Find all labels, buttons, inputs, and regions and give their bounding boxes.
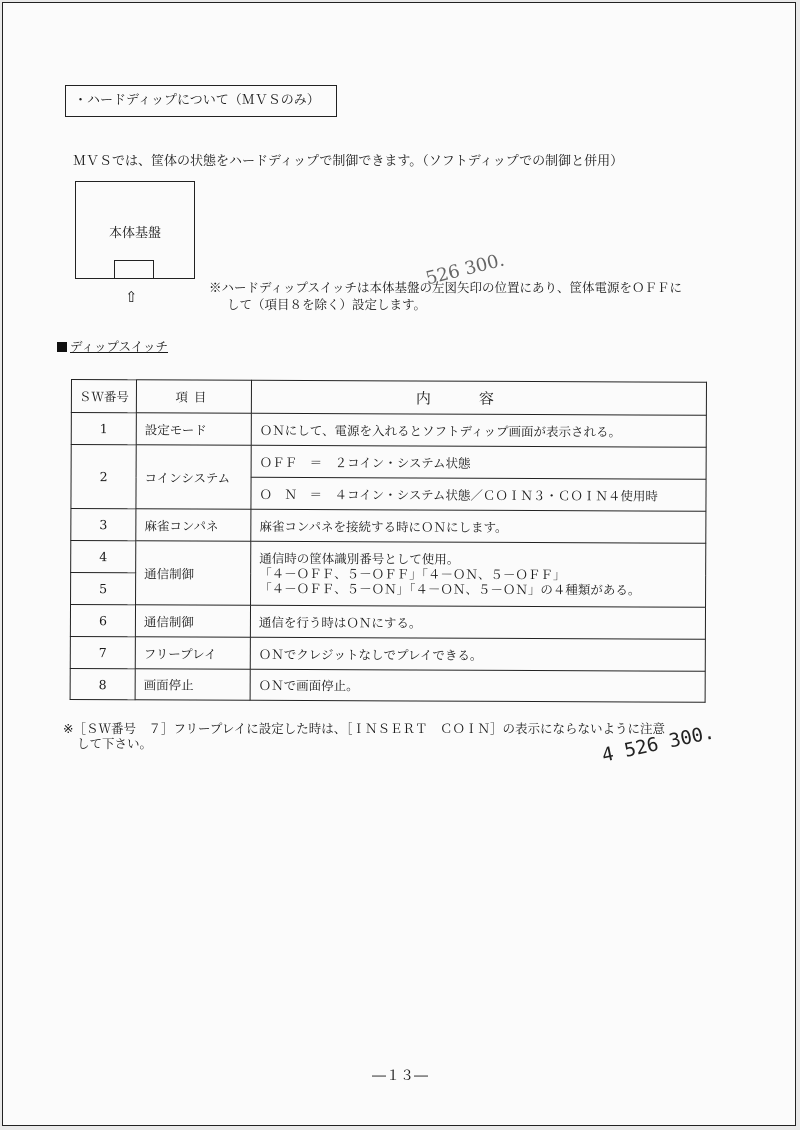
- sw-content: ＯＮにして、電源を入れるとソフトディップ画面が表示される。: [251, 413, 706, 447]
- sw-item: 麻雀コンパネ: [136, 509, 251, 542]
- sw-item: フリープレイ: [135, 637, 250, 670]
- sw-content: 通信を行う時はＯＮにする。: [250, 605, 705, 639]
- dip-switch-location: [114, 260, 154, 278]
- sw-content: 麻雀コンパネを接続する時にＯＮにします。: [251, 509, 706, 543]
- board-label: 本体基盤: [108, 226, 161, 241]
- section-title-text: ディップスイッチ: [70, 339, 169, 354]
- table-row: [70, 636, 705, 671]
- header-item: 項目: [136, 380, 251, 414]
- dip-switch-section-title: [57, 337, 168, 355]
- sw-number: 1: [71, 413, 136, 445]
- black-square-icon: [57, 342, 67, 352]
- sw-content-off: ＯＦＦ ＝ ２コイン・システム状態: [251, 445, 706, 479]
- sw-item: コインシステム: [136, 445, 251, 510]
- sw-number: 6: [70, 605, 135, 637]
- sw-number: 3: [71, 509, 136, 541]
- header-content: 内容: [251, 380, 706, 415]
- footnote-line1: ※［ＳＷ番号 ７］フリープレイに設定した時は、［ＩＮＳＥＲＴ ＣＯＩＮ］の表示にならないように注意: [63, 721, 665, 736]
- sw-content: [251, 541, 706, 607]
- sw-item: 設定モード: [136, 413, 251, 446]
- table-row: [71, 509, 706, 544]
- sw-number: 2: [71, 445, 136, 509]
- sw-item: 画面停止: [135, 669, 250, 701]
- page-number: ―１３―: [372, 1068, 428, 1084]
- stamp-bottom: 4 526 300.: [599, 721, 717, 767]
- sw-number: 7: [70, 636, 135, 668]
- dip-switch-table: [70, 379, 707, 703]
- comm-id-line1: 通信時の筐体識別番号として使用。: [259, 550, 460, 567]
- sw-content-on: Ｏ Ｎ ＝ ４コイン・システム状態／ＣＯＩＮ３・ＣＯＩＮ４使用時: [251, 477, 706, 511]
- up-arrow-icon: ⇧: [125, 288, 138, 306]
- sw-content: ＯＮでクレジットなしでプレイできる。: [250, 637, 705, 671]
- table-row: [71, 413, 706, 448]
- intro-text: ＭＶＳでは、筐体の状態をハードディップで制御できます。（ソフトディップでの制御と併用）: [73, 154, 624, 169]
- table-row: [70, 605, 705, 640]
- hardware-note-line2: して（項目８を除く）設定します。: [227, 297, 427, 312]
- stamp-top: 526 300.: [423, 249, 507, 290]
- board-diagram: [75, 181, 195, 279]
- hardware-note-line1: ※ハードディップスイッチは本体基盤の左図矢印の位置にあり、筐体電源をＯＦＦに: [209, 280, 683, 295]
- footnote-line2: して下さい。: [77, 736, 153, 751]
- header-sw-number: ＳＷ番号: [71, 380, 136, 413]
- document-page: [2, 2, 796, 1126]
- section-heading-box: ・ハードディップについて（ＭＶＳのみ）: [65, 85, 337, 117]
- table-header-row: [71, 380, 706, 416]
- sw-number: 5: [71, 573, 136, 605]
- comm-id-line2: 「４－ＯＦＦ、５－ＯＦＦ」「４－ＯＮ、５－ＯＦＦ」: [259, 565, 566, 583]
- table-row: [70, 668, 705, 702]
- sw-number: 8: [70, 668, 135, 699]
- sw-content: ＯＮで画面停止。: [250, 669, 705, 702]
- sw-item: 通信制御: [135, 605, 250, 638]
- sw-number: 4: [71, 541, 136, 573]
- table-row: [71, 541, 706, 576]
- table-row: [71, 445, 706, 480]
- comm-id-line3: 「４－ＯＦＦ、５－ＯＮ」「４－ＯＮ、５－ＯＮ」の４種類がある。: [259, 580, 641, 598]
- sw-item: 通信制御: [136, 541, 251, 606]
